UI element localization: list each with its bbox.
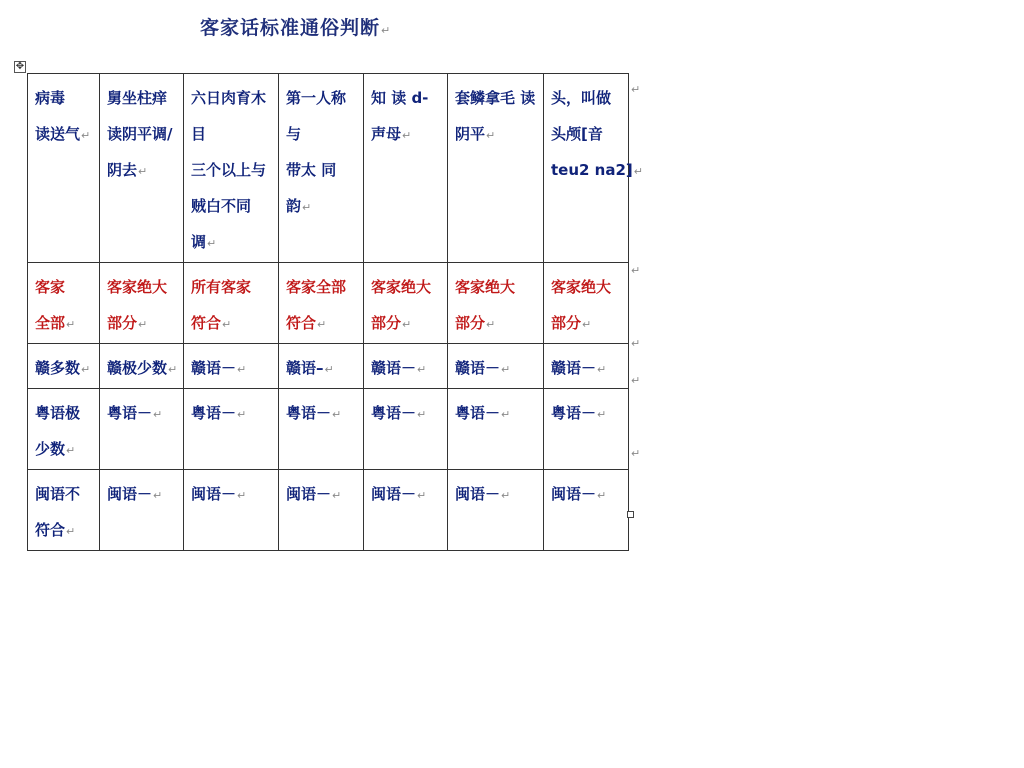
table-cell[interactable] [448,263,544,344]
cell-text-line: 闽语－↵ [371,485,427,503]
end-of-row-mark: ↵ [631,264,641,277]
table-cell[interactable] [544,470,629,551]
cell-text-line: 赣语–↵ [286,359,334,377]
cell-text-line: 所有客家 [191,278,252,296]
table-row [28,344,629,389]
cell-text-line: 闽语－↵ [551,485,607,503]
paragraph-mark: ↵ [332,489,342,502]
end-of-row-mark: ↵ [631,337,641,350]
cell-text-line: 赣多数↵ [35,359,91,377]
table-row [28,74,629,263]
cell-text-line: 闽语－↵ [191,485,247,503]
paragraph-mark: ↵ [168,363,178,376]
paragraph-mark: ↵ [237,408,247,421]
cell-text-line: 部分↵ [371,314,412,332]
paragraph-mark: ↵ [332,408,342,421]
cell-text-line: 粤语－↵ [551,404,607,422]
cell-text-line: 客家绝大 [371,278,432,296]
paragraph-mark: ↵ [153,489,163,502]
table-cell[interactable] [448,389,544,470]
table-cell[interactable] [544,389,629,470]
paragraph-mark: ↵ [237,363,247,376]
cell-text-line: 知 读 d- [371,89,429,107]
paragraph-mark: ↵ [66,444,76,457]
cell-text-line: 目 [191,125,207,143]
paragraph-mark: ↵ [66,318,76,331]
cell-text-line: 赣语－↵ [551,359,607,377]
paragraph-mark: ↵ [237,489,247,502]
title-text: 客家话标准通俗判断 [200,17,381,39]
paragraph-mark: ↵ [501,489,511,502]
table-cell[interactable] [279,470,364,551]
cell-text-line: 读送气↵ [35,125,91,143]
table-cell[interactable] [544,74,643,263]
table-cell[interactable] [279,74,364,263]
table-cell[interactable] [364,74,448,263]
table-cell[interactable] [100,470,184,551]
table-cell[interactable] [279,389,364,470]
paragraph-mark: ↵ [501,408,511,421]
table-cell[interactable] [28,344,100,389]
table-cell[interactable] [184,344,279,389]
cell-text-line: 客家全部 [286,278,347,296]
paragraph-mark: ↵ [597,489,607,502]
paragraph-mark: ↵ [633,165,643,178]
table-cell[interactable] [28,389,100,470]
paragraph-mark: ↵ [501,363,511,376]
cell-text-line: 闽语－↵ [107,485,163,503]
table-cell[interactable] [100,74,184,263]
cell-text-line: 粤语－↵ [107,404,163,422]
cell-text-line: 头颅[音 [551,125,603,143]
cell-text-line: 符合↵ [191,314,232,332]
paragraph-mark: ↵ [582,318,592,331]
table-row [28,263,629,344]
table-cell[interactable] [364,263,448,344]
cell-text-line: 符合↵ [35,521,76,539]
table-cell[interactable] [364,470,448,551]
cell-text-line: 第一人称 [286,89,347,107]
cell-text-line: 套鳞拿毛 读 [455,89,536,107]
table-cell[interactable] [279,263,364,344]
paragraph-mark: ↵ [317,318,327,331]
paragraph-mark: ↵ [417,363,427,376]
paragraph-mark: ↵ [222,318,232,331]
paragraph-mark: ↵ [402,318,412,331]
paragraph-mark: ↵ [486,129,496,142]
table-row [28,470,629,551]
cell-text-line: 调↵ [191,233,217,251]
cell-text-line: 部分↵ [551,314,592,332]
cell-text-line: 客家绝大 [107,278,168,296]
table-cell[interactable] [448,74,544,263]
paragraph-mark: ↵ [486,318,496,331]
cell-text-line: 粤语－↵ [371,404,427,422]
cell-text-line: 带太 同 [286,161,337,179]
paragraph-mark: ↵ [302,201,312,214]
cell-text-line: 阴平↵ [455,125,496,143]
cell-text-line: 三个以上与 [191,161,267,179]
table-cell[interactable] [28,470,100,551]
cell-text-line: 读阴平调/ [107,125,173,143]
paragraph-mark: ↵ [597,408,607,421]
table-resize-handle-icon[interactable] [627,511,634,518]
table-cell[interactable] [364,389,448,470]
end-of-row-mark: ↵ [631,447,641,460]
end-of-row-mark: ↵ [631,374,641,387]
cell-text-line: 粤语－↵ [455,404,511,422]
cell-text-line: 符合↵ [286,314,327,332]
cell-text-line: 六日肉育木 [191,89,267,107]
paragraph-mark: ↵ [81,129,91,142]
cell-text-line: 赣语－↵ [191,359,247,377]
cell-text-line: 阴去↵ [107,161,148,179]
cell-text-line: 病毒 [35,89,66,107]
cell-text-line: 闽语不 [35,485,81,503]
cell-text-line: 部分↵ [455,314,496,332]
paragraph-mark: ↵ [81,363,91,376]
cell-text-line: 粤语－↵ [191,404,247,422]
paragraph-mark: ↵ [138,318,148,331]
paragraph-mark: ↵ [597,363,607,376]
end-of-row-mark: ↵ [631,83,641,96]
table-cell[interactable] [184,74,279,263]
cell-text-line: 闽语－↵ [455,485,511,503]
table-cell[interactable] [448,344,544,389]
table-cell[interactable] [184,470,279,551]
cell-text-line: 部分↵ [107,314,148,332]
cell-text-line: 舅坐柱痒 [107,89,168,107]
cell-text-line: 客家绝大 [551,278,612,296]
cell-text-line: 赣语－↵ [455,359,511,377]
cell-text-line: 少数↵ [35,440,76,458]
cell-text-line: 闽语－↵ [286,485,342,503]
table-cell[interactable] [28,74,100,263]
cell-text-line: 韵↵ [286,197,312,215]
cell-text-line: 贼白不同 [191,197,252,215]
table-cell[interactable] [28,263,100,344]
cell-text-line: 与 [286,125,302,143]
cell-text-line: teu2 na2]↵ [551,161,643,179]
dialect-criteria-table [27,73,643,551]
paragraph-mark: ↵ [417,489,427,502]
table-cell[interactable] [100,263,184,344]
cell-text-line: 全部↵ [35,314,76,332]
paragraph-mark: ↵ [207,237,217,250]
table-cell[interactable] [184,263,279,344]
cell-text-line: 头，叫做 [551,89,612,107]
paragraph-mark: ↵ [417,408,427,421]
paragraph-mark: ↵ [66,525,76,538]
table-cell[interactable] [544,344,629,389]
cell-text-line: 粤语－↵ [286,404,342,422]
table-cell[interactable] [364,344,448,389]
paragraph-mark: ↵ [324,363,334,376]
table-move-handle-icon[interactable]: ✥ [15,61,25,72]
cell-text-line: 客家 [35,278,66,296]
document-title [200,13,391,40]
table-cell[interactable] [184,389,279,470]
table-row [28,389,629,470]
table-cell[interactable] [448,470,544,551]
paragraph-mark: ↵ [381,24,392,37]
table-cell[interactable] [544,263,629,344]
cell-text-line: 赣极少数↵ [107,359,178,377]
table-cell[interactable] [279,344,364,389]
table-cell[interactable] [100,389,184,470]
cell-text-line: 客家绝大 [455,278,516,296]
cell-text-line: 赣语－↵ [371,359,427,377]
cell-text-line: 声母↵ [371,125,412,143]
paragraph-mark: ↵ [153,408,163,421]
table-cell[interactable] [100,344,184,389]
paragraph-mark: ↵ [402,129,412,142]
paragraph-mark: ↵ [138,165,148,178]
cell-text-line: 粤语极 [35,404,81,422]
